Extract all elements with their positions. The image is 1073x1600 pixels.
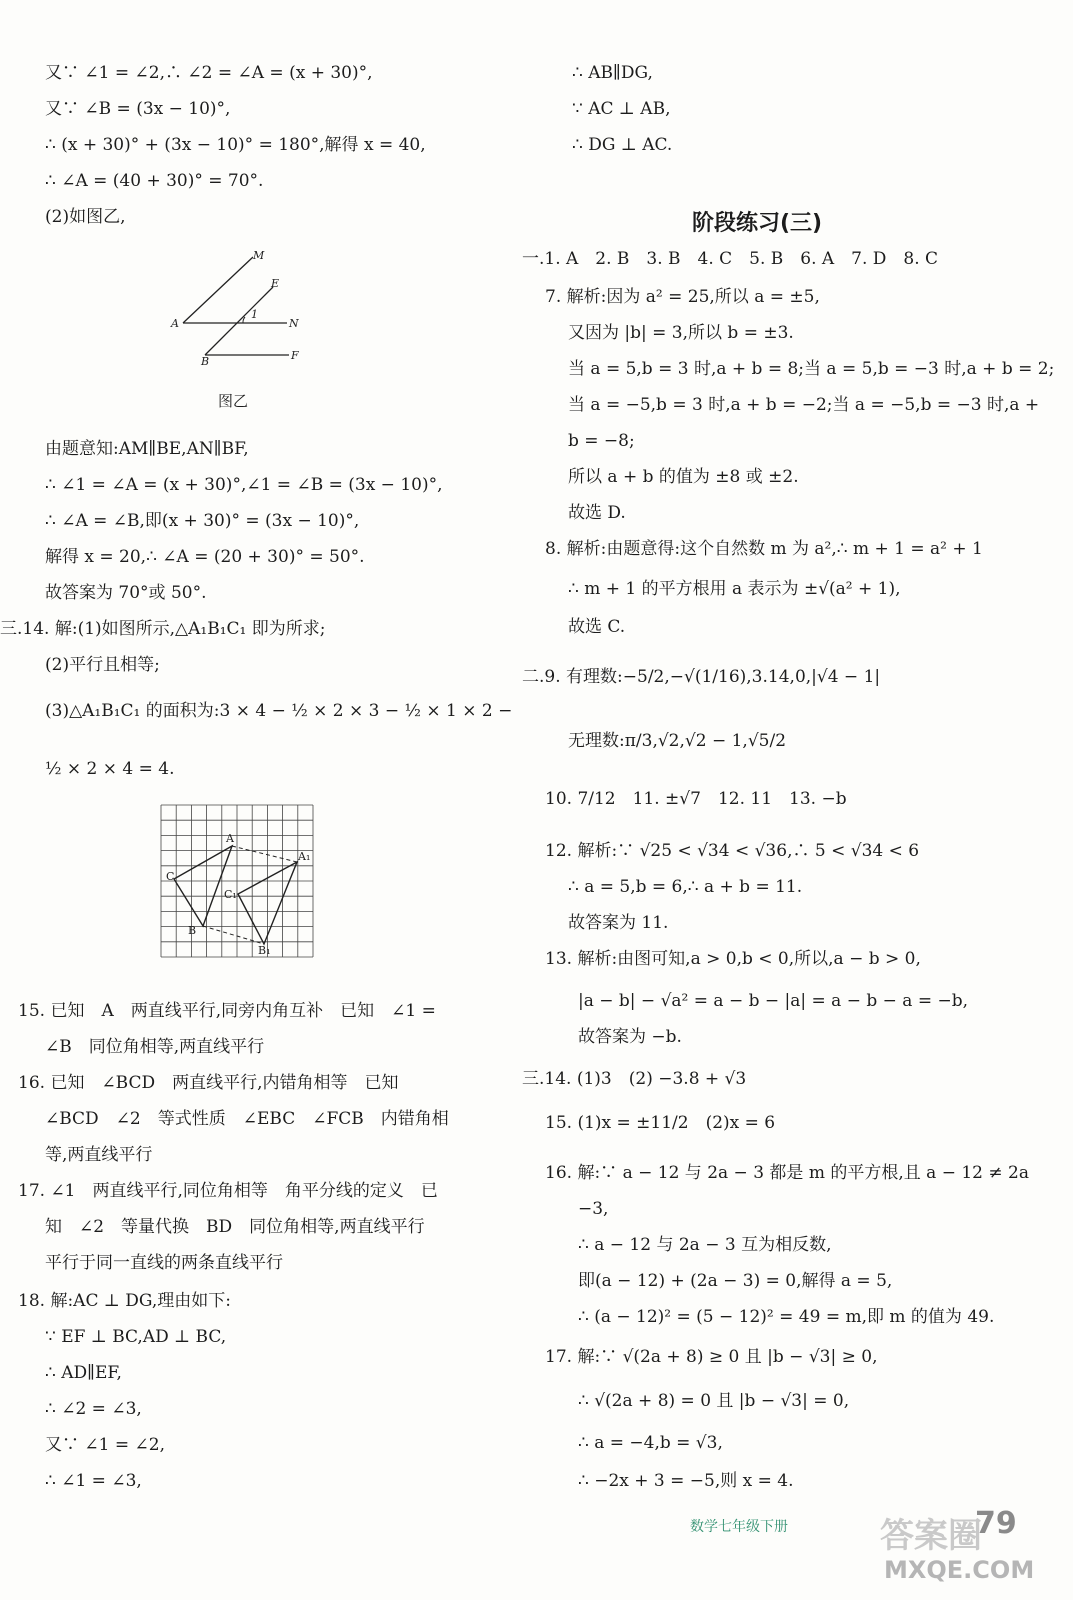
right-line-9: b = −8; [568,431,635,451]
left-line-9: 解得 x = 20,∴ ∠A = (20 + 30)° = 50°. [45,547,365,567]
right-line-24: 三.14. (1)3 (2) −3.8 + √3 [522,1069,747,1089]
right-line-21: 13. 解析:由图可知,a > 0,b < 0,所以,a − b > 0, [545,949,921,969]
left-line-23: 18. 解:AC ⊥ DG,理由如下: [18,1291,231,1311]
left-line-19: 等,两直线平行 [45,1145,153,1165]
grid-figure [158,802,320,967]
right-line-33: ∴ a = −4,b = √3, [578,1433,723,1453]
left-line-5: (2)如图乙, [45,207,126,227]
left-line-15: 15. 已知 A 两直线平行,同旁内角互补 已知 ∠1 = [18,1001,436,1021]
right-line-11: 故选 D. [568,503,626,523]
left-line-2: 又∵ ∠B = (3x − 10)°, [45,99,231,119]
triangle-abc [174,846,232,926]
grid-lines [161,805,313,957]
label-1: 1 [251,308,258,321]
left-line-18: ∠BCD ∠2 等式性质 ∠EBC ∠FCB 内错角相 [45,1109,449,1129]
right-line-20: 故答案为 11. [568,913,669,933]
left-line-13: (3)△A₁B₁C₁ 的面积为:3 × 4 − ½ × 2 × 3 − ½ × 1 × 2 − [45,701,513,721]
grid-label-c: C [166,870,175,883]
right-line-29: 即(a − 12) + (2a − 3) = 0,解得 a = 5, [578,1271,893,1291]
figure-yi [165,245,315,375]
right-line-22: |a − b| − √a² = a − b − |a| = a − b − a = −b, [578,991,969,1011]
left-line-27: 又∵ ∠1 = ∠2, [45,1435,165,1455]
right-line-15: 二.9. 有理数:−5/2,−√(1/16),3.14,0,|√4 − 1| [522,667,881,687]
left-line-10: 故答案为 70°或 50°. [45,583,207,603]
right-line-25: 15. (1)x = ±11/2 (2)x = 6 [545,1113,776,1133]
left-line-28: ∴ ∠1 = ∠3, [45,1471,142,1491]
left-line-1: 又∵ ∠1 = ∠2,∴ ∠2 = ∠A = (x + 30)°, [45,63,373,83]
line-am [183,257,253,323]
left-line-11: 三.14. 解:(1)如图所示,△A₁B₁C₁ 即为所求; [0,619,326,639]
left-line-12: (2)平行且相等; [45,655,160,675]
right-line-28: ∴ a − 12 与 2a − 3 互为相反数, [578,1235,832,1255]
right-line-5: 7. 解析:因为 a² = 25,所以 a = ±5, [545,287,820,307]
right-line-4: 一.1. A 2. B 3. B 4. C 5. B 6. A 7. D 8. C [522,249,939,269]
right-line-16: 无理数:π/3,√2,√2 − 1,√5/2 [568,731,787,751]
left-line-6: 由题意知:AM∥BE,AN∥BF, [45,439,249,459]
right-line-18: 12. 解析:∵ √25 < √34 < √36,∴ 5 < √34 < 6 [545,841,920,861]
label-m: M [253,249,265,262]
right-line-6: 又因为 |b| = 3,所以 b = ±3. [568,323,794,343]
watermark-logo: 答案圈 [880,1516,982,1556]
section-title: 阶段练习(三) [692,211,823,236]
right-line-26: 16. 解:∵ a − 12 与 2a − 3 都是 m 的平方根,且 a − 12 ≠ 2a [545,1163,1029,1183]
left-line-14: ½ × 2 × 4 = 4. [45,759,175,779]
line-be [205,287,273,355]
right-line-14: 故选 C. [568,617,626,637]
left-line-8: ∴ ∠A = ∠B,即(x + 30)° = (3x − 10)°, [45,511,360,531]
angle-1-arc [243,317,245,323]
right-line-7: 当 a = 5,b = 3 时,a + b = 8;当 a = 5,b = −3 时,a + b = 2; [568,359,1055,379]
left-line-4: ∴ ∠A = (40 + 30)° = 70°. [45,171,264,191]
right-line-19: ∴ a = 5,b = 6,∴ a + b = 11. [568,877,803,897]
left-line-21: 知 ∠2 等量代换 BD 同位角相等,两直线平行 [45,1217,425,1237]
translation-aa1 [232,846,297,862]
translation-bb1 [203,926,264,944]
left-line-17: 16. 已知 ∠BCD 两直线平行,内错角相等 已知 [18,1073,399,1093]
right-line-23: 故答案为 −b. [578,1027,682,1047]
right-line-32: ∴ √(2a + 8) = 0 且 |b − √3| = 0, [578,1391,850,1411]
label-n: N [289,317,299,330]
footer-book-title: 数学七年级下册 [690,1519,788,1535]
right-line-31: 17. 解:∵ √(2a + 8) ≥ 0 且 |b − √3| ≥ 0, [545,1347,878,1367]
left-line-16: ∠B 同位角相等,两直线平行 [45,1037,265,1057]
label-a: A [171,317,179,330]
right-line-8: 当 a = −5,b = 3 时,a + b = −2;当 a = −5,b = −3 时,a + [568,395,1040,415]
page-number: 79 [975,1506,1017,1541]
grid-label-a1: A₁ [298,850,311,863]
left-line-7: ∴ ∠1 = ∠A = (x + 30)°,∠1 = ∠B = (3x − 10)°, [45,475,443,495]
label-b: B [201,355,210,368]
left-line-25: ∴ AD∥EF, [45,1363,122,1383]
right-line-3: ∴ DG ⊥ AC. [572,135,673,155]
grid-label-b: B [188,924,197,937]
right-line-13: ∴ m + 1 的平方根用 a 表示为 ±√(a² + 1), [568,579,901,599]
right-line-30: ∴ (a − 12)² = (5 − 12)² = 49 = m,即 m 的值为 49. [578,1307,995,1327]
left-line-3: ∴ (x + 30)° + (3x − 10)° = 180°,解得 x = 40, [45,135,426,155]
left-line-22: 平行于同一直线的两条直线平行 [45,1253,283,1273]
right-line-2: ∵ AC ⊥ AB, [572,99,671,119]
right-line-12: 8. 解析:由题意得:这个自然数 m 为 a²,∴ m + 1 = a² + 1 [545,539,983,559]
left-line-24: ∵ EF ⊥ BC,AD ⊥ BC, [45,1327,227,1347]
left-line-20: 17. ∠1 两直线平行,同位角相等 角平分线的定义 已 [18,1181,438,1201]
grid-label-a: A [226,832,234,845]
right-line-27: −3, [578,1199,609,1219]
watermark-url: MXQE.COM [884,1556,1035,1584]
right-line-10: 所以 a + b 的值为 ±8 或 ±2. [568,467,799,487]
label-e: E [271,277,280,290]
figure-yi-caption: 图乙 [218,392,249,410]
grid-label-c1: C₁ [224,888,237,901]
left-line-26: ∴ ∠2 = ∠3, [45,1399,142,1419]
right-line-34: ∴ −2x + 3 = −5,则 x = 4. [578,1471,794,1491]
grid-label-b1: B₁ [258,944,271,957]
right-line-17: 10. 7/12 11. ±√7 12. 11 13. −b [545,789,847,809]
label-f: F [291,349,299,362]
right-line-1: ∴ AB∥DG, [572,63,653,83]
